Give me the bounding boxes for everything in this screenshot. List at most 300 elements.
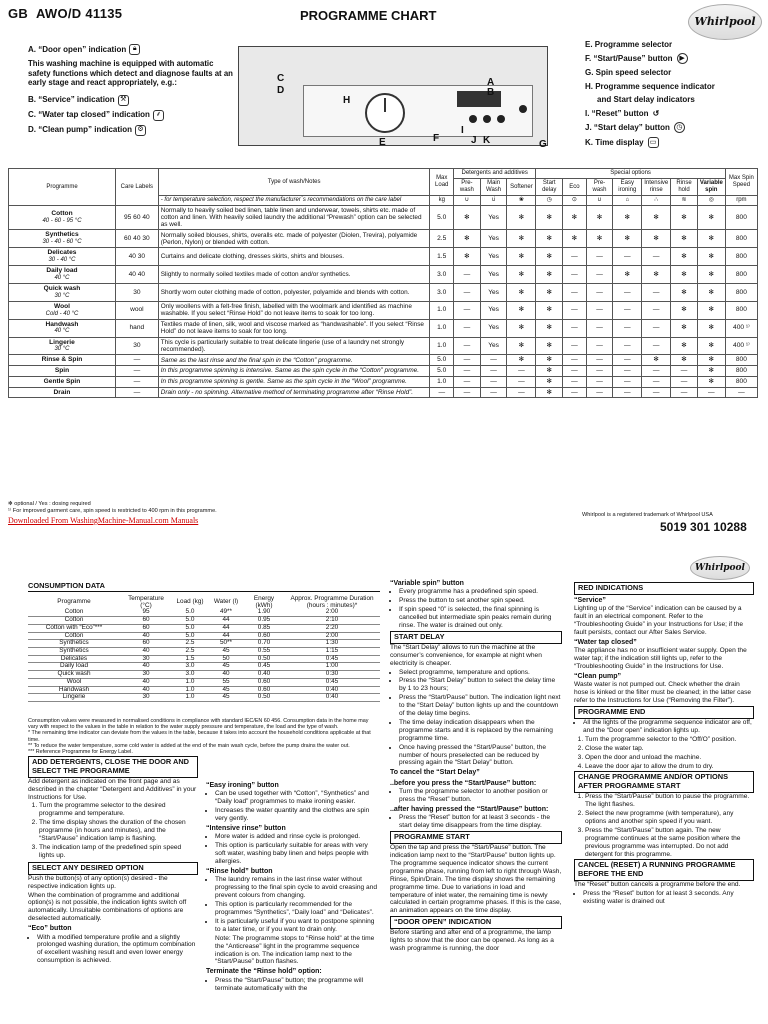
eco-cell: — [563,366,587,377]
care-label-cell: 95 60 40 [115,206,158,230]
list-item: • This option is particularly suitable for areas with very soft water, washing baby linen and helps people with allergies. [215,842,380,866]
sf-cell: ✻ [507,337,536,355]
consumption-cell: 0.50 [244,694,284,702]
pre-cell: — [586,301,613,319]
ir-cell: — [642,366,671,377]
col-start-delay: Start delay [536,179,563,196]
col-prewash: Pre-wash [454,179,481,196]
panel-label: D [277,85,285,96]
spin-cell: 800 [725,366,757,377]
list-item: 3. Press the “Start/Pause” button again. The new programme continues at the same position where the previous programme was interrupted. Do not add detergent for this programme. [585,827,754,859]
spin-cell: — [725,387,757,398]
col-detergents: Detergents and additives [454,169,536,179]
consumption-cell: 1.90 [244,609,284,616]
note-cell: Slightly to normally soiled textiles made of cotton and/or synthetics. [158,266,430,284]
ei-cell: — [613,301,642,319]
consumption-cell: 0.70 [244,640,284,648]
list-item: • Press the “Reset” button for at least 3 seconds. Any existing water is drained out [583,890,754,906]
consumption-row [28,694,380,702]
mw-cell: Yes [480,283,507,301]
pump-icon: ⚙ [135,125,146,136]
subheading: ..before you press the “Start/Pause” button: [390,779,537,787]
list-item: • More water is added and rinse cycle is prolonged. [215,833,380,841]
mw-cell: — [480,387,507,398]
list-item: • Can be used together with “Cotton”, “Synthetics” and “Daily load” programmes to make ironing easier. [215,790,380,806]
pw-cell: — [454,355,481,366]
spin-cell: 800 [725,283,757,301]
brand-logo [688,4,762,40]
consumption-header-cell: Programme [57,598,91,606]
ei-cell: — [613,283,642,301]
programme-cell [9,376,116,387]
legend-item-j [585,122,765,133]
list-item: • Press the “Start/Pause” button. The indication light next to the “Start Delay” button lights up and the countdown of the delay time begins. [399,694,562,718]
programme-temp: 30 - 40 °C [48,257,76,264]
rinse-icon: ∴ [642,196,671,206]
ei-cell: — [613,248,642,266]
care-label-cell: 40 40 [115,266,158,284]
load-cell: 1.0 [430,301,454,319]
consumption-row [28,624,380,632]
mw-cell: Yes [480,248,507,266]
programme-name: Drain [53,388,71,396]
load-cell: 2.5 [430,230,454,248]
list-item: • Select programme, temperature and options. [399,669,562,677]
consumption-cell: 0.40 [244,671,284,679]
panel-label: I [461,125,464,136]
consumption-cell: 1.0 [172,686,208,694]
legend-b-text: B. “Service” indication [28,95,115,105]
paragraph: Open the tap and press the “Start/Pause” button. The indication lamp next to the “Start/Pause” button lights up. The programme sequence indicator shows the current programme phase, running from left to right through Wash, Rinse, Spin/Drain. The time display shows the remaining programme time. Due to variations in load and temperature of inlet water, the remaining time is newly calculated in certain programme phases. If this is the case, an animation appears on the time display. [390,844,562,915]
ei-cell: — [613,387,642,398]
list-item: • Press the “Start Delay” button to select the delay time by 1 to 23 hours; [399,677,562,693]
consumption-cell: 30 [120,671,172,679]
consumption-cell: 45 [208,648,244,656]
hold-icon: ≋ [671,196,698,206]
sd-cell: ✻ [536,376,563,387]
col-type-sub: - for temperature selection, respect the manufacturer´s recommendations on the care label [158,196,430,206]
legend-intro: This washing machine is equipped with automatic safety functions which detect and diagnose faults at an early stage and react appropriately, e.g.: [28,59,233,87]
programme-cell [9,387,116,398]
legend-h-text: H. Programme sequence indicator [585,81,715,91]
softener-icon: ❀ [507,196,536,206]
load-cell: 5.0 [430,206,454,230]
programme-name: Rinse & Spin [41,356,83,364]
panel-label: G [539,139,547,150]
sd-cell: ✻ [536,266,563,284]
list-item: • All the lights of the programme sequence indicator are off, and the “Door open” indication lights up. [583,719,754,735]
ei-cell: ✻ [613,206,642,230]
subheading: “Clean pump” [574,673,622,680]
col-rinse-hold: Rinse hold [671,179,698,196]
consumption-cell: 3.0 [172,663,208,671]
legend-item-c [28,110,238,121]
care-label-cell: 60 40 30 [115,230,158,248]
pre-cell: — [586,337,613,355]
ir-cell: ✻ [642,266,671,284]
programme-cell [9,337,116,355]
ir-cell: — [642,301,671,319]
list-item: 2. Select the new programme (with temperature), any options and another spin speed if you want. [585,810,754,826]
col-type: Type of wash/Notes [158,169,430,196]
eco-cell: — [563,248,587,266]
care-label-cell: 30 [115,283,158,301]
spin-cell: 800 [725,355,757,366]
eco-cell: — [563,337,587,355]
programme-name: Delicates [47,249,77,257]
section-heading: “DOOR OPEN” INDICATION [390,916,562,929]
consumption-cell: Cotton [28,609,120,616]
note-cell: In this programme spinning is intensive. Same as the spin cycle in the “Cotton” programme. [158,366,430,377]
consumption-cell: 1.0 [172,694,208,702]
pw-cell: — [454,387,481,398]
programme-temp: 30 - 40 - 60 °C [42,239,82,246]
country-code: GB [8,6,29,21]
consumption-cell: 3.0 [172,671,208,679]
vs-cell: ✻ [697,376,725,387]
model-heading [8,6,122,21]
consumption-note: *** Reference Programme for Energy Label. [28,749,133,756]
consumption-note: * The remaining time indicator can deviate from the values in the table, because it takes into account the household conditions applicable at that time. [28,730,371,743]
consumption-cell: 5.0 [172,624,208,632]
table-row [9,366,758,377]
consumption-cell: 0.95 [244,617,284,625]
sd-cell: ✻ [536,337,563,355]
load-cell: 1.0 [430,319,454,337]
consumption-cell: 0:40 [284,686,380,694]
consumption-cell: 95 [120,609,172,616]
paragraph: Waste water is not pumped out. Check whether the drain hose is kinked or the filter must be cleaned; in the latter case refer to the Instructions for Use (“Removing the Filter”). [574,681,752,705]
consumption-header-row [28,596,380,609]
col-special: Special options [536,169,725,179]
paragraph: Lighting up of the “Service” indication can be caused by a fault in an electrical component. Refer to the “Troubleshooting Guide” in your Instructions for Use; if the fault persists, contact our After Sales Service. [574,605,744,636]
table-row [9,319,758,337]
ir-cell: — [642,376,671,387]
consumption-cell: 2:00 [284,632,380,640]
panel-label: F [433,133,440,144]
document-code: 5019 301 10288 [660,520,747,534]
load-cell: 3.0 [430,266,454,284]
sd-cell: ✻ [536,301,563,319]
col-mainwash: Main Wash [480,179,507,196]
table-row [9,230,758,248]
ir-cell: ✻ [642,355,671,366]
ei-cell: ✻ [613,266,642,284]
col-pre-wash: Pre-wash [586,179,613,196]
ir-cell: — [642,248,671,266]
programme-name: Handwash [45,320,79,328]
list-item: • It is particularly useful if you want to postpone spinning to a later time, or if you want to drain only. [215,918,380,934]
vs-cell: ✻ [697,301,725,319]
rh-cell: — [671,366,698,377]
spin-cell: 800 [725,206,757,230]
list-item: • This option is particularly recommended for the programmes “Synthetics”, “Daily load” and “Delicates”. [215,901,380,917]
list-item: 1. Turn the programme selector to the desired programme and temperature. [39,802,198,818]
list-item: • Increases the water quantity and the clothes are spin very gently. [215,807,380,823]
legend-item-b [28,95,238,106]
table-row [9,355,758,366]
consumption-cell: 0:40 [284,694,380,702]
programme-temp: Cold - 40 °C [45,310,79,317]
programme-cell [9,266,116,284]
sd-cell: ✻ [536,206,563,230]
consumption-cell: 50 [208,655,244,663]
eco-cell: — [563,376,587,387]
ei-cell: — [613,337,642,355]
subheading: To cancel the “Start Delay” [390,769,480,777]
care-label-cell: wool [115,301,158,319]
pre-cell: — [586,387,613,398]
eco-cell: — [563,355,587,366]
consumption-cell: 40 [120,663,172,671]
col-max-spin: Max Spin Speed [725,169,757,196]
panel-label: A [487,77,495,88]
model-number: AWO/D 41135 [35,6,123,21]
consumption-cell: 0.60 [244,686,284,694]
list-item: 3. Open the door and unload the machine. [585,754,754,762]
paragraph: Before starting and after end of a programme, the lamp lights to show that the door can be opened. As long as a wash programme is running, the door [390,929,554,952]
legend-e-text: E. Programme selector [585,40,673,49]
note-cell: Shortly worn outer clothing made of cotton, polyester, polyamide and blends with cotton. [158,283,430,301]
consumption-cell: 1.5 [172,655,208,663]
care-label-cell: 30 [115,337,158,355]
legend-a-text: A. “Door open” indication [28,44,127,54]
mw-cell: Yes [480,301,507,319]
care-label-cell: — [115,376,158,387]
consumption-table [28,596,380,702]
programme-cell [9,248,116,266]
eco-cell: — [563,301,587,319]
legend-h2-text: and Start delay indicators [597,95,695,105]
vs-cell: ✻ [697,248,725,266]
load-cell: 5.0 [430,366,454,377]
legend-item-h [585,82,765,91]
consumption-cell: 2:10 [284,617,380,625]
programme-cell [9,206,116,230]
sd-cell: ✻ [536,283,563,301]
panel-label: H [343,95,351,106]
pw-cell: — [454,301,481,319]
ir-cell: — [642,319,671,337]
rh-cell: ✻ [671,337,698,355]
col-intensive-rinse: Intensive rinse [642,179,671,196]
eco-cell: — [563,387,587,398]
col-eco: Eco [563,179,587,196]
download-link[interactable]: Downloaded From WashingMachine-Manual.com Manuals [8,516,199,525]
list-item: • Press the button to set another spin speed. [399,597,562,605]
consumption-cell: 0.60 [244,678,284,686]
detergent-icon: ∪ [454,196,481,206]
sf-cell: — [507,387,536,398]
programme-name: Gentle Spin [43,377,81,385]
pw-cell: — [454,283,481,301]
programme-name: Spin [54,367,70,375]
vs-cell: ✻ [697,366,725,377]
col-care-labels: Care Labels [115,169,158,206]
eco-cell: ✻ [563,206,587,230]
rh-cell: ✻ [671,206,698,230]
programme-temp: 40 °C [54,328,70,335]
paragraph: The “Start Delay” allows to run the machine at the consumer’s convenience, for example at night when electricity is cheaper. [390,643,542,667]
sf-cell: ✻ [507,230,536,248]
col-max-load: Max Load [430,169,454,196]
mw-cell: Yes [480,319,507,337]
legend-item-d [28,125,238,136]
clock-icon: ◷ [674,122,685,133]
sf-cell: ✻ [507,266,536,284]
paragraph: Push the button(s) of any option(s) desired - the respective indication lights up. [28,874,168,890]
table-row [9,387,758,398]
consumption-row [28,678,380,686]
programme-temp: 40 - 60 - 95 °C [42,218,82,225]
programme-temp: 30 °C [54,292,70,299]
consumption-cell: 60 [120,624,172,632]
pre-cell: — [586,283,613,301]
table-row [9,376,758,387]
load-cell: 1.0 [430,376,454,387]
page-title: PROGRAMME CHART [300,8,437,23]
ir-cell: ✻ [642,230,671,248]
consumption-cell: Delicates [28,655,120,663]
pw-cell: — [454,366,481,377]
time-display [457,91,501,107]
rh-cell: ✻ [671,266,698,284]
consumption-cell: 0.50 [244,655,284,663]
pw-cell: ✻ [454,248,481,266]
list-item: • Press the “Reset” button for at least 3 seconds - the start delay time disappears from the time display. [399,814,562,830]
programme-selector-dial [365,93,405,133]
pre-cell: — [586,248,613,266]
sf-cell: — [507,376,536,387]
consumption-cell: 49** [208,609,244,616]
legend-d-text: D. “Clean pump” indication [28,125,133,135]
care-label-cell: hand [115,319,158,337]
consumption-cell: 44 [208,632,244,640]
consumption-cell: Lingerie [28,694,120,702]
table-row [9,337,758,355]
subheading: Terminate the “Rinse hold” option: [206,968,322,976]
pw-cell: — [454,337,481,355]
pw-cell: — [454,376,481,387]
care-label-cell: — [115,387,158,398]
consumption-cell: 5.0 [172,617,208,625]
consumption-header-cell: Energy (kWh) [253,595,275,609]
consumption-cell: 1:00 [284,663,380,671]
legend-item-a [28,44,238,55]
note-cell: Textiles made of linen, silk, wool and viscose marked as “handwashable”. If you select “Rinse Hold” do not leave items to soak for too long. [158,319,430,337]
pre-cell: ✻ [586,230,613,248]
instructions-col-2 [206,780,380,994]
note-cell: Same as the last rinse and the final spin in the “Cotton” programme. [158,355,430,366]
spin-cell: 800 [725,230,757,248]
consumption-cell: 0.55 [244,648,284,656]
sf-cell: ✻ [507,248,536,266]
vs-cell: ✻ [697,266,725,284]
table-header-row [9,169,758,179]
subheading: “Easy ironing” button [206,782,279,789]
care-label-cell: 40 30 [115,248,158,266]
programme-cell [9,301,116,319]
legend-f-text: F. “Start/Pause” button [585,54,673,64]
spin-cell: 800 [725,376,757,387]
consumption-cell: Cotton with “Eco”*** [28,624,120,632]
footnote-1: ✻ optional / Yes : dosing required [8,501,91,507]
load-cell: — [430,387,454,398]
paragraph: Add detergent as indicated on the front page and as described in the chapter “Detergent and Additives” in your Instructions for Use. [28,777,197,801]
consumption-cell: 50** [208,640,244,648]
consumption-note: ** To reduce the water temperature, some cold water is added at the end of the main wash cycle, before the pump drains the water out. [28,742,350,749]
legend-i-text: I. “Reset” button [585,108,649,118]
section-heading: PROGRAMME START [390,831,562,844]
consumption-cell: 40 [208,671,244,679]
table-row [9,248,758,266]
consumption-cell: 30 [120,655,172,663]
ir-cell: ✻ [642,206,671,230]
display-icon: ▭ [648,137,659,148]
sd-cell: ✻ [536,230,563,248]
sf-cell: ✻ [507,206,536,230]
panel-label: J [471,135,477,146]
ir-cell: — [642,283,671,301]
mw-cell: — [480,355,507,366]
programme-cell [9,366,116,377]
legend-left [28,44,238,140]
consumption-cell: Synthetics [28,640,120,648]
col-softener: Softener [507,179,536,196]
programme-cell [9,319,116,337]
subheading: “Eco” button [28,925,72,933]
legend-item-e [585,40,765,49]
sd-cell: ✻ [536,248,563,266]
list-item: 4. Leave the door ajar to allow the drum to dry. [585,763,754,771]
mw-cell: Yes [480,266,507,284]
sf-cell: ✻ [507,355,536,366]
legend-c-text: C. “Water tap closed” indication [28,110,150,120]
sf-cell: ✻ [507,319,536,337]
list-item: • With a modified temperature profile and a slightly prolonged washing duration, the optimum combination of excellent washing result and even lower energy consumption is achieved. [37,934,198,966]
ei-cell: — [613,376,642,387]
consumption-cell: 0:45 [284,678,380,686]
eco-cell: — [563,319,587,337]
paragraph: The “Reset” button cancels a programme before the end. [574,881,741,889]
consumption-notes [28,718,380,755]
consumption-cell: 55 [208,678,244,686]
consumption-cell: 2.5 [172,640,208,648]
table-row [9,301,758,319]
lock-icon: 🔒︎ [129,44,140,55]
ei-cell: — [613,355,642,366]
consumption-cell: Quick wash [28,671,120,679]
note-cell: Only woollens with a felt-free finish, labelled with the woolmark and identified as machine washable. If you select “Rinse Hold” do not leave items to soak for too long. [158,301,430,319]
load-cell: 3.0 [430,283,454,301]
control-panel-illustration [238,46,548,150]
consumption-cell: 60 [120,640,172,648]
vs-cell: ✻ [697,319,725,337]
clock-icon: ◷ [536,196,563,206]
legend-item-f [585,53,765,64]
subheading: “Service” [574,596,606,604]
pre-cell: — [586,355,613,366]
consumption-cell: 40 [120,678,172,686]
mw-cell: — [480,376,507,387]
pw-cell: ✻ [454,206,481,230]
panel-label: K [483,135,491,146]
list-item: 1. Press the “Start/Pause” button to pause the programme. The light flashes. [585,793,754,809]
consumption-cell: 44 [208,624,244,632]
legend-j-text: J. “Start delay” button [585,122,670,132]
rh-cell: ✻ [671,283,698,301]
ir-cell: — [642,337,671,355]
